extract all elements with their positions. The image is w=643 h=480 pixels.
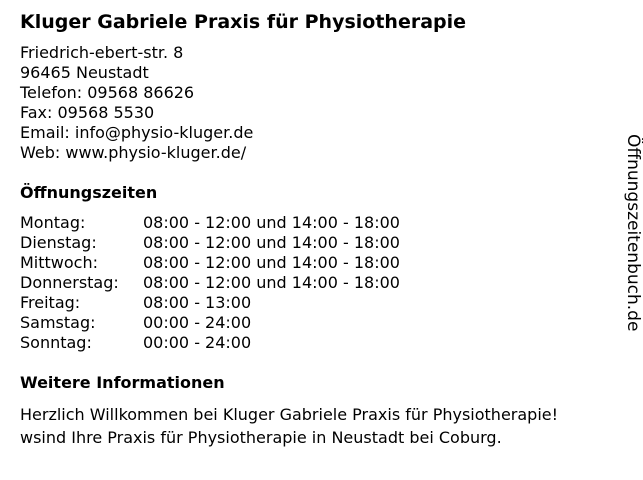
hours-row-friday [20, 293, 400, 313]
fax-number: Fax: 09568 5530 [20, 103, 155, 122]
hours-time: 08:00 - 13:00 [143, 293, 252, 312]
watermark-text: Öffnungszeitenbuch.de [623, 134, 643, 332]
more-info-text [20, 403, 620, 449]
watermark [623, 134, 643, 364]
website-url: Web: www.physio-kluger.de/ [20, 143, 247, 162]
hours-day: Mittwoch: [20, 253, 98, 272]
hours-day: Dienstag: [20, 233, 97, 252]
hours-day: Samstag: [20, 313, 96, 332]
page-title: Kluger Gabriele Praxis für Physiotherapie [20, 11, 467, 33]
hours-day: Freitag: [20, 293, 81, 312]
info-line-2: wsind Ihre Praxis für Physiotherapie in Neustadt bei Coburg. [20, 428, 502, 447]
hours-row-monday [20, 213, 400, 233]
hours-row-tuesday [20, 233, 400, 253]
hours-row-thursday [20, 273, 400, 293]
hours-time: 08:00 - 12:00 und 14:00 - 18:00 [143, 233, 400, 252]
more-info-heading: Weitere Informationen [20, 373, 225, 392]
contact-block [20, 43, 253, 163]
phone-number: Telefon: 09568 86626 [20, 83, 195, 102]
info-line-1: Herzlich Willkommen bei Kluger Gabriele Praxis für Physiotherapie! [20, 405, 559, 424]
hours-day: Sonntag: [20, 333, 92, 352]
hours-day: Montag: [20, 213, 86, 232]
hours-time: 08:00 - 12:00 und 14:00 - 18:00 [143, 273, 400, 292]
opening-hours-list [20, 213, 400, 353]
hours-time: 00:00 - 24:00 [143, 333, 252, 352]
hours-time: 08:00 - 12:00 und 14:00 - 18:00 [143, 213, 400, 232]
hours-day: Donnerstag: [20, 273, 119, 292]
hours-row-wednesday [20, 253, 400, 273]
hours-row-sunday [20, 333, 400, 353]
city-address: 96465 Neustadt [20, 63, 149, 82]
email-address: Email: info@physio-kluger.de [20, 123, 254, 142]
hours-time: 00:00 - 24:00 [143, 313, 252, 332]
hours-time: 08:00 - 12:00 und 14:00 - 18:00 [143, 253, 400, 272]
opening-hours-heading: Öffnungszeiten [20, 183, 158, 202]
street-address: Friedrich-ebert-str. 8 [20, 43, 184, 62]
hours-row-saturday [20, 313, 400, 333]
